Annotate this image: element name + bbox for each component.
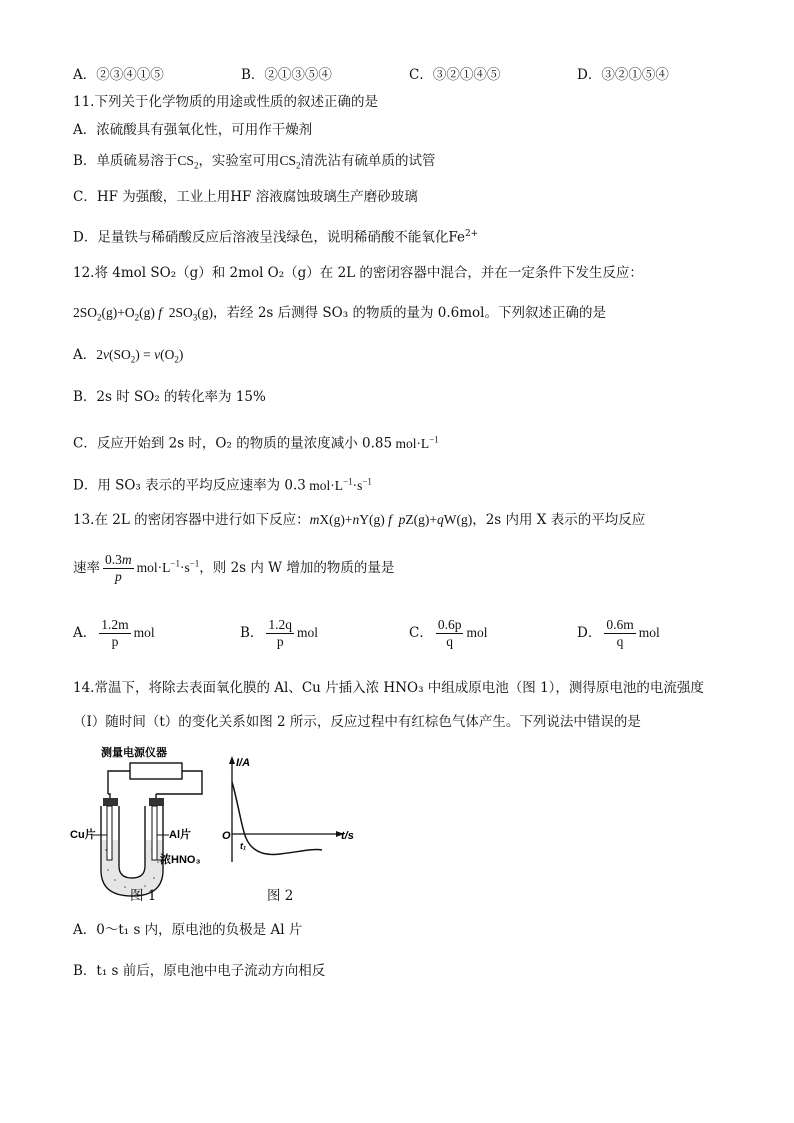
q13-option-c: C． $\frac{0.6p}{q}$ mol: [409, 617, 488, 649]
fig1-acid-label: 浓HNO₃: [160, 854, 201, 866]
q12-option-b: B．2s 时 SO₂ 的转化率为 15%: [73, 389, 266, 405]
q13-option-b: B． $\frac{1.2q}{p}$ mol: [240, 617, 319, 649]
fig1-instrument-label: 测量电源仪器: [101, 747, 167, 759]
figure-1-cell: [70, 740, 210, 910]
q14-option-a: A．0～t₁ s 内，原电池的负极是 Al 片: [73, 922, 303, 938]
q14-stem-line2: （I）随时间（t）的变化关系如图 2 所示，反应过程中有红棕色气体产生。下列说法中错误的是: [73, 714, 641, 730]
instrument-box: [130, 763, 182, 779]
q12-option-a: A．$2v(SO_2) = v(O_2)$: [73, 347, 184, 365]
q11-option-a: A．浓硫酸具有强氧化性，可用作干燥剂: [73, 122, 313, 138]
fig2-origin: O: [222, 830, 231, 842]
q10-option-c: C．③②①④⑤: [409, 67, 501, 83]
fig2-x-label: t/s: [341, 830, 354, 842]
fig1-caption: 图 1: [130, 888, 157, 904]
q11-option-c: C．HF 为强酸，工业上用HF 溶液腐蚀玻璃生产磨砂玻璃: [73, 189, 418, 205]
q11-option-b: B．单质硫易溶于$CS_2$，实验室可用$CS_2$清洗沾有硫单质的试管: [73, 153, 436, 171]
q14-option-b: B．t₁ s 前后，原电池中电子流动方向相反: [73, 963, 326, 979]
q12-stem: 12.将 4mol SO₂（g）和 2mol O₂（g）在 2L 的密闭容器中混合，并在一定条件下发生反应：: [73, 265, 643, 281]
fig1-cu-label: Cu片: [70, 829, 96, 841]
q11-option-d: D．足量铁与稀硝酸反应后溶液呈浅绿色，说明稀硝酸不能氧化$Fe^{2+}$: [73, 229, 479, 246]
q13-option-d: D． $\frac{0.6m}{q}$ mol: [577, 617, 660, 649]
fig1-al-label: Al片: [169, 829, 191, 841]
q12-option-c: C．反应开始到 2s 时，O₂ 的物质的量浓度减小 0.85 $mol\cdot L^{-1}$: [73, 434, 439, 452]
q13-stem: 13.在 2L 的密闭容器中进行如下反应：mX(g)+nY(g) f pZ(g)+qW(g)，2s 内用 X 表示的平均反应: [73, 512, 646, 528]
q12-option-d: D．用 SO₃ 表示的平均反应速率为 0.3 $mol\cdot L^{-1}\cdot s^{-1}$: [73, 476, 372, 494]
q10-option-d: D．③②①⑤④: [577, 67, 669, 83]
figure-2-current-graph: [218, 752, 354, 872]
q11-stem: 11.下列关于化学物质的用途或性质的叙述正确的是: [73, 94, 378, 110]
q14-stem-line1: 14.常温下，将除去表面氧化膜的 Al、Cu 片插入浓 HNO₃ 中组成原电池（图 1），测得原电池的电流强度: [73, 680, 704, 696]
q12-equation: $2SO_2(g)+O_2(g)$ f $2SO_3(g)$，若经 2s 后测得 SO₃ 的物质的量为 0.6mol。下列叙述正确的是: [73, 305, 606, 323]
q10-option-a: A．②③④①⑤: [73, 67, 164, 83]
fig2-t1: t₁: [240, 841, 247, 851]
q13-option-a: A． $\frac{1.2m}{p}$ mol: [73, 617, 155, 649]
fig2-caption: 图 2: [267, 888, 294, 904]
fig2-y-label: I/A: [236, 757, 251, 769]
q10-option-b: B．②①③⑤④: [241, 67, 332, 83]
q13-rate: 速率 $\frac{0.3m}{p}$ $mol\cdot L^{-1}\cdot s^{-1}$，则 2s 内 W 增加的物质的量是: [73, 552, 395, 584]
